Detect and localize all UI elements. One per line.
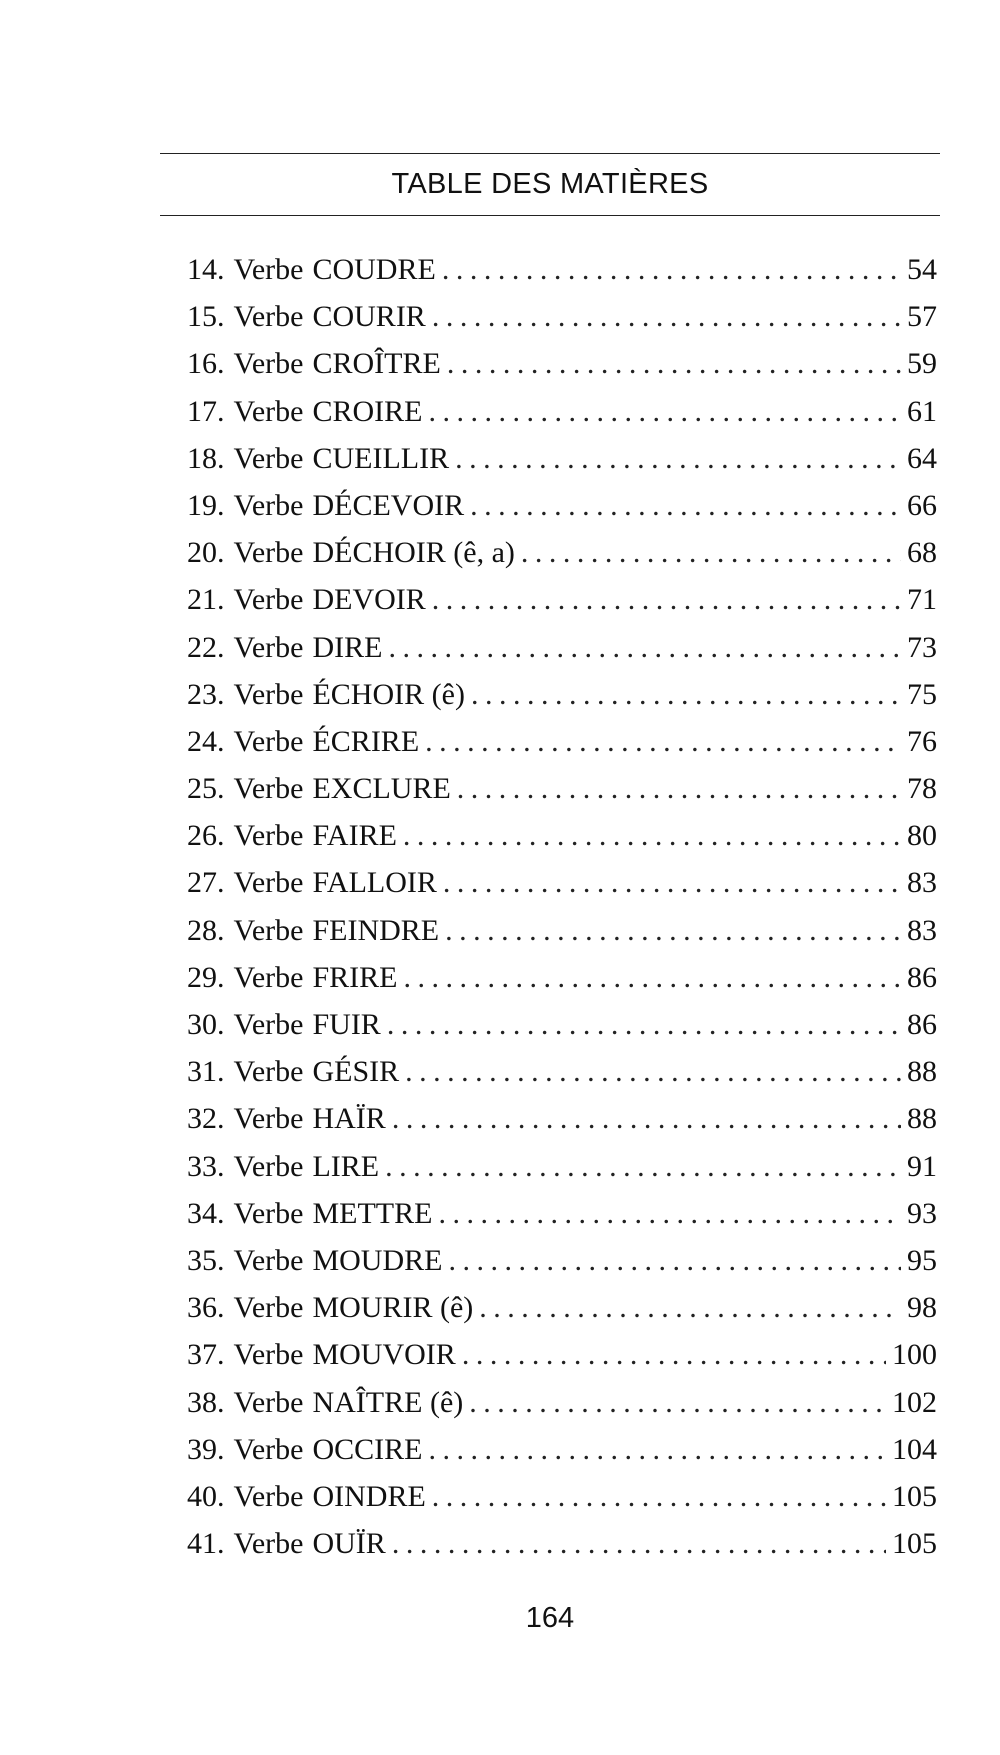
entry-number: 21. [187, 583, 225, 617]
dot-leader [405, 1048, 901, 1095]
entry-word: Verbe [233, 347, 304, 381]
toc-entry [187, 1426, 937, 1473]
toc-entry [187, 435, 937, 482]
entry-verb: EXCLURE [312, 772, 451, 806]
toc-entry [187, 529, 937, 576]
entry-verb: FEINDRE [312, 913, 440, 947]
entry-verb: COUDRE [312, 253, 436, 286]
entry-number: 17. [187, 394, 225, 428]
toc-entry [187, 576, 937, 623]
dot-leader [388, 624, 901, 671]
entry-verb: HAÏR [312, 1102, 386, 1136]
entry-word: Verbe [233, 1432, 304, 1466]
entry-number: 32. [187, 1102, 225, 1136]
entry-word: Verbe [233, 1479, 304, 1513]
entry-number: 23. [187, 677, 225, 711]
entry-word: Verbe [233, 488, 304, 522]
entry-word: Verbe [233, 1008, 304, 1041]
entry-number: 39. [187, 1432, 225, 1466]
entry-number: 14. [187, 253, 225, 286]
entry-page-number: 54 [907, 253, 937, 286]
entry-verb: OCCIRE [312, 1432, 423, 1466]
entry-number: 25. [187, 772, 225, 806]
entry-verb: OINDRE [312, 1479, 426, 1513]
entry-word: Verbe [233, 536, 304, 570]
entry-number: 24. [187, 724, 225, 758]
entry-word: Verbe [233, 819, 304, 853]
dot-leader [479, 1284, 901, 1331]
entry-number: 18. [187, 441, 225, 475]
entry-page-number: 64 [907, 441, 937, 475]
entry-number: 41. [187, 1527, 225, 1561]
entry-word: Verbe [233, 677, 304, 711]
toc-entry [187, 812, 937, 859]
entry-word: Verbe [233, 1527, 304, 1561]
toc-entry [187, 1284, 937, 1331]
entry-page-number: 104 [892, 1432, 937, 1466]
entry-page-number: 66 [907, 488, 937, 522]
entry-page-number: 71 [907, 583, 937, 617]
entry-word: Verbe [233, 1291, 304, 1325]
entry-number: 34. [187, 1196, 225, 1230]
entry-page-number: 105 [892, 1527, 937, 1561]
entry-number: 28. [187, 913, 225, 947]
entry-word: Verbe [233, 1102, 304, 1136]
entry-number: 27. [187, 866, 225, 900]
entry-number: 16. [187, 347, 225, 381]
entry-word: Verbe [233, 1243, 304, 1277]
entry-word: Verbe [233, 866, 304, 900]
dot-leader [447, 340, 901, 387]
entry-number: 36. [187, 1291, 225, 1325]
toc-entry [187, 718, 937, 765]
entry-page-number: 83 [907, 866, 937, 900]
entry-page-number: 76 [907, 724, 937, 758]
entry-page-number: 88 [907, 1055, 937, 1089]
toc-entry [187, 1473, 937, 1520]
dot-leader [462, 1331, 886, 1378]
entry-page-number: 98 [907, 1291, 937, 1325]
entry-number: 38. [187, 1385, 225, 1419]
entry-page-number: 95 [907, 1243, 937, 1277]
entry-number: 22. [187, 630, 225, 664]
entry-page-number: 105 [892, 1479, 937, 1513]
entry-number: 37. [187, 1338, 225, 1372]
entry-page-number: 73 [907, 630, 937, 664]
entry-verb: MOUDRE [312, 1243, 443, 1277]
entry-number: 33. [187, 1149, 225, 1183]
dot-leader [428, 1426, 886, 1473]
entry-word: Verbe [233, 394, 304, 428]
toc-entry [187, 1190, 937, 1237]
entry-page-number: 75 [907, 677, 937, 711]
entry-word: Verbe [233, 1338, 304, 1372]
entry-word: Verbe [233, 630, 304, 664]
dot-leader [428, 388, 901, 435]
entry-verb: DÉCEVOIR [312, 488, 465, 522]
dot-leader [442, 246, 901, 293]
entry-verb: FALLOIR [312, 866, 437, 900]
entry-number: 29. [187, 960, 225, 994]
entry-word: Verbe [233, 1149, 304, 1183]
entry-word: Verbe [233, 913, 304, 947]
dot-leader [403, 812, 901, 859]
dot-leader [392, 1520, 886, 1567]
dot-leader [445, 907, 901, 954]
entry-word: Verbe [233, 583, 304, 617]
dot-leader [470, 482, 901, 529]
dot-leader [432, 1473, 886, 1520]
dot-leader [521, 529, 901, 576]
entry-page-number: 80 [907, 819, 937, 853]
dot-leader [425, 718, 901, 765]
entry-number: 15. [187, 300, 225, 334]
entry-verb: ÉCRIRE [312, 724, 420, 758]
toc-entry [187, 340, 937, 387]
dot-leader [471, 671, 901, 718]
entry-page-number: 86 [907, 960, 937, 994]
dot-leader [457, 765, 901, 812]
entry-verb: GÉSIR [312, 1055, 400, 1089]
entry-page-number: 59 [907, 347, 937, 381]
toc-entry [187, 765, 937, 812]
toc-entry [187, 246, 937, 293]
dot-leader [469, 1379, 886, 1426]
entry-number: 26. [187, 819, 225, 853]
dot-leader [432, 293, 901, 340]
toc-entry [187, 1143, 937, 1190]
entry-verb: NAÎTRE (ê) [312, 1385, 464, 1419]
toc-entry [187, 859, 937, 906]
entry-verb: OUÏR [312, 1527, 386, 1561]
entry-verb: DIRE [312, 630, 383, 664]
entry-verb: COURIR [312, 300, 426, 334]
dot-leader [443, 859, 901, 906]
entry-verb: MOURIR (ê) [312, 1291, 474, 1325]
entry-verb: DEVOIR [312, 583, 426, 617]
entry-word: Verbe [233, 772, 304, 806]
toc-entry [187, 388, 937, 435]
entry-verb: FRIRE [312, 960, 398, 994]
toc-entry [187, 1001, 937, 1048]
entry-page-number: 102 [892, 1385, 937, 1419]
toc-entry [187, 1331, 937, 1378]
dot-leader [438, 1190, 901, 1237]
entry-number: 35. [187, 1243, 225, 1277]
toc-entry [187, 1048, 937, 1095]
entry-word: Verbe [233, 441, 304, 475]
entry-page-number: 88 [907, 1102, 937, 1136]
toc-entry [187, 1379, 937, 1426]
toc-entry [187, 671, 937, 718]
entry-page-number: 83 [907, 913, 937, 947]
entry-page-number: 68 [907, 536, 937, 570]
toc-entry [187, 907, 937, 954]
entry-verb: METTRE [312, 1196, 433, 1230]
entry-number: 40. [187, 1479, 225, 1513]
toc-entry [187, 1520, 937, 1567]
entry-page-number: 61 [907, 394, 937, 428]
dot-leader [385, 1143, 901, 1190]
entry-word: Verbe [233, 1385, 304, 1419]
entry-page-number: 57 [907, 300, 937, 334]
entry-word: Verbe [233, 300, 304, 334]
entry-number: 20. [187, 536, 225, 570]
toc-entry [187, 954, 937, 1001]
entry-verb: MOUVOIR [312, 1338, 456, 1372]
dot-leader [455, 435, 901, 482]
toc-entry [187, 624, 937, 671]
entry-verb: CUEILLIR [312, 441, 450, 475]
entry-page-number: 86 [907, 1008, 937, 1041]
page-header-title: TABLE DES MATIÈRES [391, 168, 709, 200]
dot-leader [432, 576, 901, 623]
toc-entry [187, 1095, 937, 1142]
entry-word: Verbe [233, 724, 304, 758]
entry-number: 30. [187, 1008, 225, 1041]
entry-verb: CROÎTRE [312, 347, 441, 381]
dot-leader [448, 1237, 901, 1284]
entry-verb: FAIRE [312, 819, 397, 853]
dot-leader [404, 954, 902, 1001]
entry-page-number: 93 [907, 1196, 937, 1230]
entry-verb: DÉCHOIR (ê, a) [312, 536, 515, 570]
page-number: 164 [525, 1602, 575, 1634]
toc-entry [187, 1237, 937, 1284]
entry-verb: ÉCHOIR (ê) [312, 677, 465, 711]
entry-word: Verbe [233, 1196, 304, 1230]
entry-verb: LIRE [312, 1149, 380, 1183]
header-bottom-rule [160, 215, 940, 216]
entry-number: 19. [187, 488, 225, 522]
table-of-contents [187, 246, 937, 1567]
entry-page-number: 78 [907, 772, 937, 806]
entry-word: Verbe [233, 1055, 304, 1089]
entry-verb: CROIRE [312, 394, 423, 428]
dot-leader [392, 1095, 901, 1142]
entry-page-number: 91 [907, 1149, 937, 1183]
header-top-rule [160, 153, 940, 154]
entry-verb: FUIR [312, 1008, 381, 1041]
entry-word: Verbe [233, 960, 304, 994]
toc-entry [187, 482, 937, 529]
dot-leader [387, 1001, 901, 1048]
entry-page-number: 100 [892, 1338, 937, 1372]
toc-entry [187, 293, 937, 340]
entry-number: 31. [187, 1055, 225, 1089]
entry-word: Verbe [233, 253, 304, 286]
